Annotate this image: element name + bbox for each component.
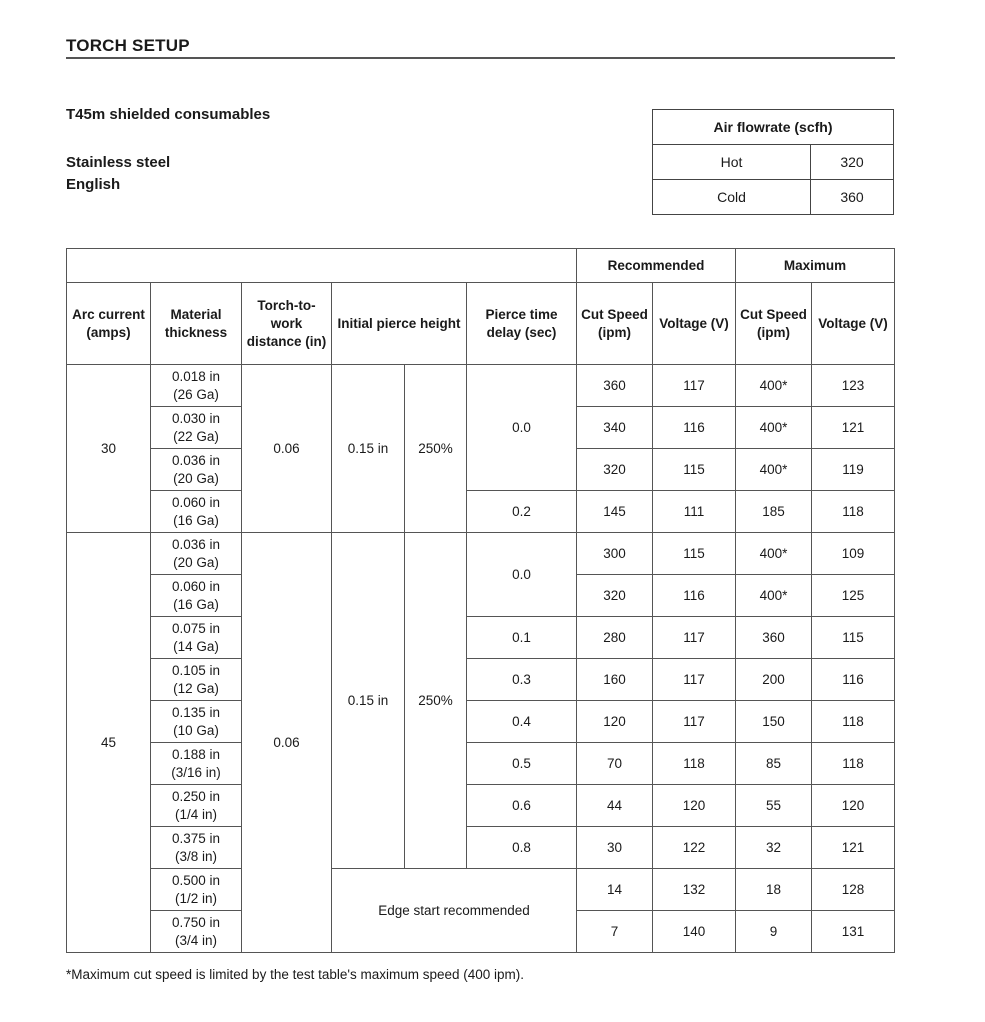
max-voltage-cell: 116 xyxy=(812,659,895,701)
max-speed-cell: 400* xyxy=(736,365,812,407)
header-pierce-height: Initial pierce height xyxy=(332,283,467,365)
pierce-delay-cell: 0.6 xyxy=(467,785,577,827)
rec-voltage-cell: 116 xyxy=(653,575,736,617)
table-row xyxy=(67,743,895,785)
rec-voltage-cell: 120 xyxy=(653,785,736,827)
consumables-label: T45m shielded consumables xyxy=(66,106,271,123)
units-label: English xyxy=(66,176,121,193)
max-speed-cell: 400* xyxy=(736,575,812,617)
rec-voltage-cell: 140 xyxy=(653,911,736,953)
max-speed-cell: 400* xyxy=(736,449,812,491)
rec-speed-cell: 44 xyxy=(577,785,653,827)
rec-speed-cell: 145 xyxy=(577,491,653,533)
air-flowrate-table xyxy=(652,109,894,215)
air-flowrate-label: Cold xyxy=(653,180,811,215)
table-row xyxy=(67,869,895,911)
thickness-cell: 0.036 in (20 Ga) xyxy=(151,449,242,491)
air-flowrate-header: Air flowrate (scfh) xyxy=(653,110,894,145)
group-spacer xyxy=(67,249,577,283)
max-voltage-cell: 115 xyxy=(812,617,895,659)
rec-speed-cell: 160 xyxy=(577,659,653,701)
pierce-height-in-cell: 0.15 in xyxy=(332,365,405,533)
rec-speed-cell: 70 xyxy=(577,743,653,785)
footnote: *Maximum cut speed is limited by the test table's maximum speed (400 ipm). xyxy=(66,967,525,982)
pierce-height-pct-cell: 250% xyxy=(405,365,467,533)
thickness-cell: 0.135 in (10 Ga) xyxy=(151,701,242,743)
max-speed-cell: 32 xyxy=(736,827,812,869)
thickness-cell: 0.375 in (3/8 in) xyxy=(151,827,242,869)
rec-voltage-cell: 117 xyxy=(653,365,736,407)
max-speed-cell: 150 xyxy=(736,701,812,743)
max-voltage-cell: 121 xyxy=(812,407,895,449)
edge-start-cell: Edge start recommended xyxy=(332,869,577,953)
max-voltage-cell: 120 xyxy=(812,785,895,827)
thickness-cell: 0.030 in (22 Ga) xyxy=(151,407,242,449)
thickness-cell: 0.060 in (16 Ga) xyxy=(151,575,242,617)
pierce-delay-cell: 0.5 xyxy=(467,743,577,785)
pierce-delay-cell: 0.4 xyxy=(467,701,577,743)
max-voltage-cell: 131 xyxy=(812,911,895,953)
rec-speed-cell: 360 xyxy=(577,365,653,407)
pierce-delay-cell: 0.8 xyxy=(467,827,577,869)
rec-voltage-cell: 122 xyxy=(653,827,736,869)
max-speed-cell: 18 xyxy=(736,869,812,911)
max-voltage-cell: 123 xyxy=(812,365,895,407)
max-voltage-cell: 118 xyxy=(812,701,895,743)
max-voltage-cell: 118 xyxy=(812,743,895,785)
table-row xyxy=(67,827,895,869)
max-speed-cell: 85 xyxy=(736,743,812,785)
thickness-cell: 0.075 in (14 Ga) xyxy=(151,617,242,659)
cut-chart-table xyxy=(66,248,895,953)
header-max-cut-speed: Cut Speed (ipm) xyxy=(736,283,812,365)
header-max-voltage: Voltage (V) xyxy=(812,283,895,365)
max-voltage-cell: 118 xyxy=(812,491,895,533)
rec-voltage-cell: 111 xyxy=(653,491,736,533)
thickness-cell: 0.105 in (12 Ga) xyxy=(151,659,242,701)
table-row xyxy=(67,617,895,659)
pierce-height-pct-cell: 250% xyxy=(405,533,467,869)
material-label: Stainless steel xyxy=(66,154,171,171)
pierce-delay-cell: 0.1 xyxy=(467,617,577,659)
title-rule xyxy=(66,57,895,59)
rec-speed-cell: 30 xyxy=(577,827,653,869)
air-flowrate-label: Hot xyxy=(653,145,811,180)
max-speed-cell: 9 xyxy=(736,911,812,953)
table-row xyxy=(67,659,895,701)
table-row xyxy=(67,365,895,407)
arc-current-cell: 30 xyxy=(67,365,151,533)
header-arc-current: Arc current (amps) xyxy=(67,283,151,365)
table-row xyxy=(67,533,895,575)
torch-distance-cell: 0.06 xyxy=(242,533,332,953)
thickness-cell: 0.188 in (3/16 in) xyxy=(151,743,242,785)
air-flowrate-value: 360 xyxy=(811,180,894,215)
rec-voltage-cell: 118 xyxy=(653,743,736,785)
rec-speed-cell: 280 xyxy=(577,617,653,659)
pierce-delay-cell: 0.3 xyxy=(467,659,577,701)
air-flowrate-row-cold xyxy=(653,180,894,215)
max-speed-cell: 360 xyxy=(736,617,812,659)
max-voltage-cell: 125 xyxy=(812,575,895,617)
max-voltage-cell: 119 xyxy=(812,449,895,491)
thickness-cell: 0.036 in (20 Ga) xyxy=(151,533,242,575)
thickness-cell: 0.018 in (26 Ga) xyxy=(151,365,242,407)
max-speed-cell: 185 xyxy=(736,491,812,533)
max-speed-cell: 400* xyxy=(736,533,812,575)
table-row xyxy=(67,491,895,533)
rec-speed-cell: 320 xyxy=(577,449,653,491)
rec-speed-cell: 320 xyxy=(577,575,653,617)
rec-voltage-cell: 117 xyxy=(653,701,736,743)
max-voltage-cell: 109 xyxy=(812,533,895,575)
thickness-cell: 0.250 in (1/4 in) xyxy=(151,785,242,827)
thickness-cell: 0.060 in (16 Ga) xyxy=(151,491,242,533)
pierce-delay-cell: 0.2 xyxy=(467,491,577,533)
rec-speed-cell: 7 xyxy=(577,911,653,953)
pierce-delay-cell: 0.0 xyxy=(467,533,577,617)
max-voltage-cell: 128 xyxy=(812,869,895,911)
air-flowrate-row-hot xyxy=(653,145,894,180)
rec-voltage-cell: 115 xyxy=(653,449,736,491)
header-pierce-delay: Pierce time delay (sec) xyxy=(467,283,577,365)
rec-voltage-cell: 115 xyxy=(653,533,736,575)
page-title: TORCH SETUP xyxy=(66,36,190,55)
air-flowrate-value: 320 xyxy=(811,145,894,180)
thickness-cell: 0.750 in (3/4 in) xyxy=(151,911,242,953)
rec-voltage-cell: 116 xyxy=(653,407,736,449)
header-rec-voltage: Voltage (V) xyxy=(653,283,736,365)
header-rec-cut-speed: Cut Speed (ipm) xyxy=(577,283,653,365)
rec-speed-cell: 300 xyxy=(577,533,653,575)
table-row xyxy=(67,701,895,743)
rec-speed-cell: 340 xyxy=(577,407,653,449)
arc-current-cell: 45 xyxy=(67,533,151,953)
table-row xyxy=(67,785,895,827)
max-voltage-cell: 121 xyxy=(812,827,895,869)
rec-voltage-cell: 117 xyxy=(653,617,736,659)
thickness-cell: 0.500 in (1/2 in) xyxy=(151,869,242,911)
header-torch-distance: Torch-to-work distance (in) xyxy=(242,283,332,365)
torch-distance-cell: 0.06 xyxy=(242,365,332,533)
max-speed-cell: 400* xyxy=(736,407,812,449)
max-speed-cell: 55 xyxy=(736,785,812,827)
header-material-thickness: Material thickness xyxy=(151,283,242,365)
rec-voltage-cell: 132 xyxy=(653,869,736,911)
rec-speed-cell: 14 xyxy=(577,869,653,911)
max-speed-cell: 200 xyxy=(736,659,812,701)
group-maximum: Maximum xyxy=(736,249,895,283)
group-recommended: Recommended xyxy=(577,249,736,283)
pierce-delay-cell: 0.0 xyxy=(467,365,577,491)
pierce-height-in-cell: 0.15 in xyxy=(332,533,405,869)
rec-voltage-cell: 117 xyxy=(653,659,736,701)
rec-speed-cell: 120 xyxy=(577,701,653,743)
